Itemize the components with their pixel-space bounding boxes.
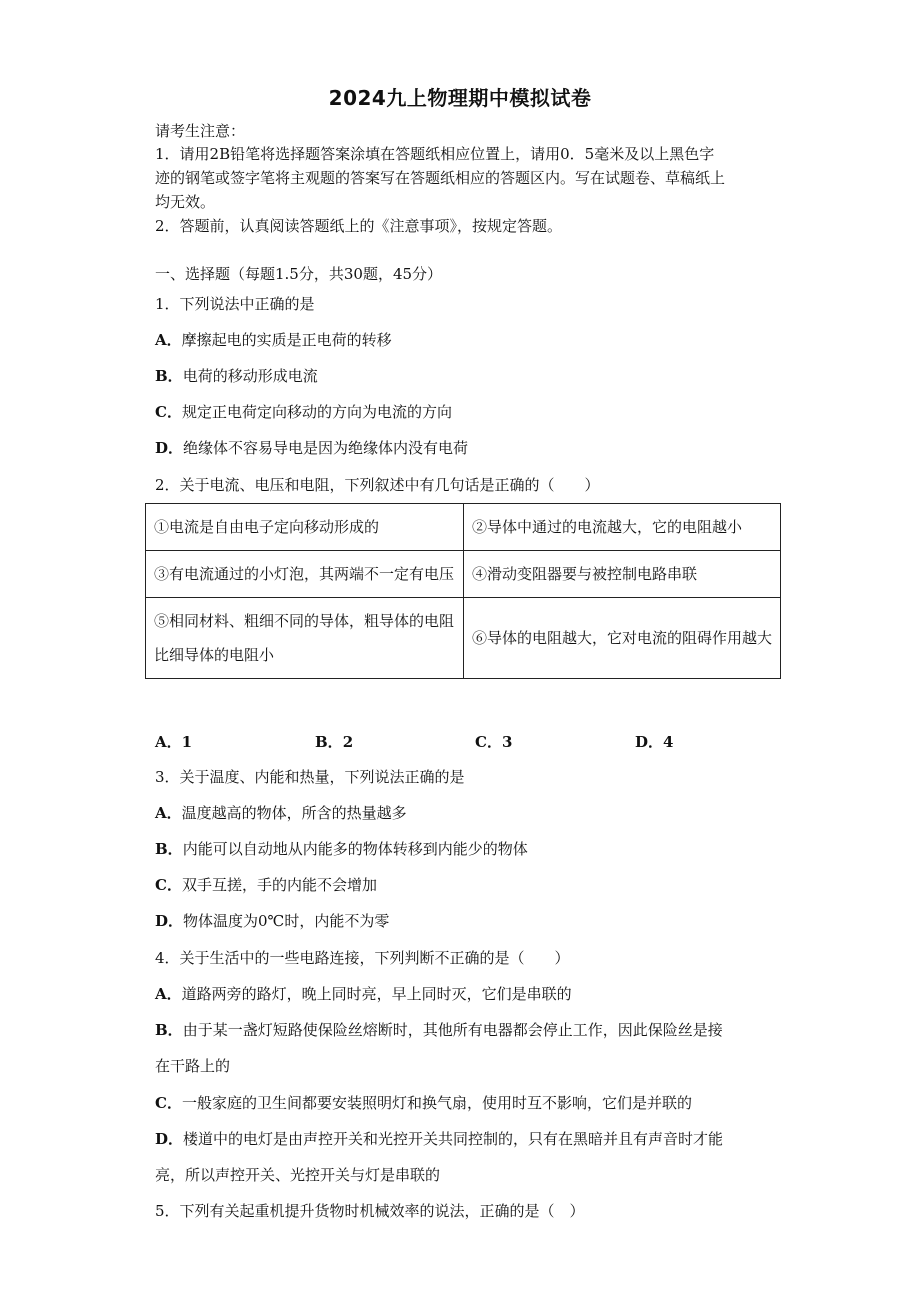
option-label: B． <box>155 840 183 858</box>
question-4-option-c <box>155 1092 692 1114</box>
option-label: A． <box>155 331 182 349</box>
question-4-option-b <box>155 1019 723 1041</box>
section-heading: 一、选择题（每题1.5分，共30题，45分） <box>155 265 443 283</box>
question-3-option-c <box>155 874 377 896</box>
choice-label: D． <box>635 733 664 751</box>
notice-item-1-line-3: 均无效。 <box>155 193 216 211</box>
question-3-option-d <box>155 910 389 932</box>
question-2-choices <box>155 731 795 753</box>
choice-value: 4 <box>663 733 674 751</box>
option-text: 摩擦起电的实质是正电荷的转移 <box>181 331 392 349</box>
question-3-stem: 3．关于温度、内能和热量，下列说法正确的是 <box>155 768 465 786</box>
question-3-option-a <box>155 802 407 824</box>
choice-value: 2 <box>342 733 354 751</box>
option-text: 一般家庭的卫生间都要安装照明灯和换气扇，使用时互不影响，它们是并联的 <box>181 1094 692 1112</box>
option-label: D． <box>155 439 184 457</box>
table-row <box>146 551 781 598</box>
table-row <box>146 504 781 551</box>
choice-label: C． <box>475 733 502 751</box>
question-5-stem: 5．下列有关起重机提升货物时机械效率的说法，正确的是（ ） <box>155 1202 585 1220</box>
question-1-option-b <box>155 365 318 387</box>
question-2-choice-c <box>475 731 512 752</box>
option-text: 物体温度为0℃时，内能不为零 <box>183 912 390 930</box>
option-label: C． <box>155 1094 182 1112</box>
question-1-option-a <box>155 329 392 351</box>
choice-label: A． <box>155 733 182 751</box>
option-label: B． <box>155 1021 183 1039</box>
option-text: 温度越高的物体，所含的热量越多 <box>181 804 407 822</box>
option-text: 由于某一盏灯短路使保险丝熔断时，其他所有电器都会停止工作，因此保险丝是接 <box>182 1021 723 1039</box>
table-cell: ④滑动变阻器要与被控制电路串联 <box>464 551 781 598</box>
page-title: 2024九上物理期中模拟试卷 <box>328 86 592 110</box>
notice-heading: 请考生注意： <box>155 122 246 140</box>
table-cell: ⑤相同材料、粗细不同的导体，粗导体的电阻比细导体的电阻小 <box>146 598 464 679</box>
question-4-option-d-cont: 亮，所以声控开关、光控开关与灯是串联的 <box>155 1166 441 1184</box>
option-text: 绝缘体不容易导电是因为绝缘体内没有电荷 <box>183 439 469 457</box>
question-4-stem: 4．关于生活中的一些电路连接，下列判断不正确的是（ ） <box>155 949 570 967</box>
option-text: 双手互搓，手的内能不会增加 <box>181 876 377 894</box>
option-text: 内能可以自动地从内能多的物体转移到内能少的物体 <box>182 840 528 858</box>
option-text: 道路两旁的路灯，晚上同时亮，早上同时灭，它们是串联的 <box>181 985 572 1003</box>
table-cell: ⑥导体的电阻越大，它对电流的阻碍作用越大 <box>464 598 781 679</box>
choice-value: 3 <box>501 733 513 751</box>
option-text: 电荷的移动形成电流 <box>182 367 318 385</box>
table-cell: ③有电流通过的小灯泡，其两端不一定有电压 <box>146 551 464 598</box>
question-2-choice-a <box>155 731 192 752</box>
option-text: 规定正电荷定向移动的方向为电流的方向 <box>181 403 452 421</box>
question-4-option-a <box>155 983 572 1005</box>
statements-table <box>145 503 781 679</box>
notice-item-1-line-2: 迹的钢笔或签字笔将主观题的答案写在答题纸相应的答题区内。写在试题卷、草稿纸上 <box>155 169 726 187</box>
question-4-option-b-cont: 在干路上的 <box>155 1057 231 1075</box>
option-label: C． <box>155 876 182 894</box>
notice-item-1-line-1: 1．请用2B铅笔将选择题答案涂填在答题纸相应位置上，请用0．5毫米及以上黑色字 <box>155 145 715 163</box>
question-4-option-d <box>155 1128 723 1150</box>
option-label: B． <box>155 367 183 385</box>
option-label: D． <box>155 1130 184 1148</box>
table-cell: ②导体中通过的电流越大，它的电阻越小 <box>464 504 781 551</box>
option-label: A． <box>155 804 182 822</box>
question-2-choice-d <box>635 731 673 752</box>
option-text: 楼道中的电灯是由声控开关和光控开关共同控制的，只有在黑暗并且有声音时才能 <box>183 1130 724 1148</box>
notice-item-2: 2．答题前，认真阅读答题纸上的《注意事项》，按规定答题。 <box>155 217 563 235</box>
choice-label: B． <box>315 733 343 751</box>
table-cell: ①电流是自由电子定向移动形成的 <box>146 504 464 551</box>
question-2-stem: 2．关于电流、电压和电阻，下列叙述中有几句话是正确的（ ） <box>155 476 600 494</box>
choice-value: 1 <box>181 733 193 751</box>
option-label: A． <box>155 985 182 1003</box>
option-label: D． <box>155 912 184 930</box>
question-2-choice-b <box>315 731 353 752</box>
question-3-option-b <box>155 838 528 860</box>
question-1-option-d <box>155 437 468 459</box>
option-label: C． <box>155 403 182 421</box>
table-row <box>146 598 781 679</box>
question-1-option-c <box>155 401 452 423</box>
question-1-stem: 1．下列说法中正确的是 <box>155 295 315 313</box>
